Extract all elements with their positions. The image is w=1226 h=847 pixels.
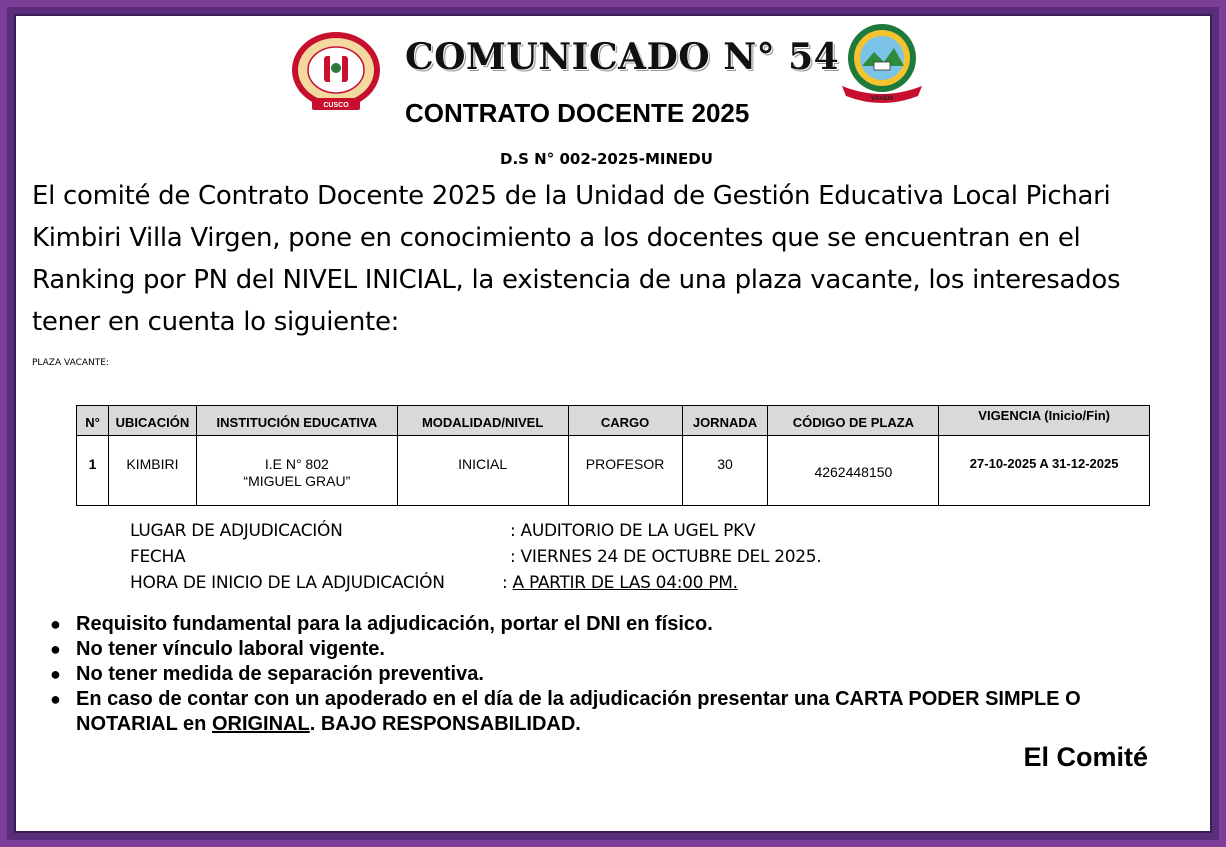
bullet-icon: ● bbox=[50, 664, 61, 684]
cell-institucion bbox=[196, 436, 397, 506]
list-item bbox=[50, 637, 1160, 662]
cell-ubicacion: KIMBIRI bbox=[108, 436, 196, 506]
hora-label: HORA DE INICIO DE LA ADJUDICACIÓN bbox=[130, 573, 445, 593]
requirement-text-part2: . BAJO RESPONSABILIDAD. bbox=[309, 713, 581, 735]
intro-paragraph: El comité de Contrato Docente 2025 de la Unidad de Gestión Educativa Local Pichari Kimbiri Villa Virgen, pone en conocimiento a los docentes que se encuentran en el Ranking por PN del NIVEL INICIAL, la existencia de una plaza vacante, los interesados tener en cuenta lo siguiente: bbox=[32, 181, 1121, 337]
cell-cargo: PROFESOR bbox=[568, 436, 682, 506]
header-institucion: INSTITUCIÓN EDUCATIVA bbox=[196, 406, 397, 436]
header-modalidad: MODALIDAD/NIVEL bbox=[397, 406, 568, 436]
cell-ie-line2: “MIGUEL GRAU” bbox=[243, 473, 351, 489]
cell-modalidad: INICIAL bbox=[397, 436, 568, 506]
gre-cusco-logo bbox=[290, 30, 382, 112]
requirements-list bbox=[50, 612, 1160, 737]
cell-num: 1 bbox=[77, 436, 109, 506]
table-row bbox=[77, 436, 1150, 506]
svg-text:CUSCO: CUSCO bbox=[323, 102, 349, 109]
list-item bbox=[50, 687, 1160, 737]
header-num: N° bbox=[77, 406, 109, 436]
hora-colon: : bbox=[502, 573, 508, 593]
plaza-vacante-label: PLAZA VACANTE: bbox=[32, 358, 109, 368]
cell-jornada: 30 bbox=[682, 436, 768, 506]
lugar-value: : AUDITORIO DE LA UGEL PKV bbox=[510, 521, 756, 541]
header-jornada: JORNADA bbox=[682, 406, 768, 436]
requirement-text-part1: En caso de contar con un apoderado en el día de la adjudicación presentar una CARTA PODER SIMPLE O NOTARIAL en bbox=[76, 688, 1081, 735]
requirement-text: No tener vínculo laboral vigente. bbox=[76, 638, 385, 660]
book-icon bbox=[874, 62, 890, 70]
hora-value-wrap bbox=[502, 570, 738, 596]
fecha-label: FECHA bbox=[130, 547, 186, 567]
requirement-text-underlined: ORIGINAL bbox=[211, 713, 310, 735]
page-title: COMUNICADO N° 54 bbox=[405, 36, 840, 78]
list-item bbox=[50, 612, 1160, 637]
bullet-icon: ● bbox=[50, 614, 61, 634]
vacancy-table bbox=[76, 405, 1150, 506]
ugel-vraem-logo bbox=[838, 22, 926, 104]
header-vigencia: VIGENCIA (Inicio/Fin) bbox=[939, 406, 1150, 436]
cell-vigencia: 27-10-2025 A 31-12-2025 bbox=[939, 436, 1150, 506]
requirement-text: Requisito fundamental para la adjudicación, portar el DNI en físico. bbox=[76, 613, 713, 635]
decree-reference: D.S N° 002-2025-MINEDU bbox=[500, 150, 713, 168]
table-header-row bbox=[77, 406, 1150, 436]
list-item bbox=[50, 662, 1160, 687]
page-subtitle: CONTRATO DOCENTE 2025 bbox=[405, 98, 750, 128]
cell-ie-line1: I.E N° 802 bbox=[264, 456, 329, 472]
bullet-icon: ● bbox=[50, 639, 61, 659]
fecha-value: : VIERNES 24 DE OCTUBRE DEL 2025. bbox=[510, 547, 822, 567]
hora-value: A PARTIR DE LAS 04:00 PM. bbox=[512, 573, 738, 593]
header-codigo: CÓDIGO DE PLAZA bbox=[768, 406, 939, 436]
svg-text:VRAEM: VRAEM bbox=[871, 96, 893, 102]
header-ubicacion: UBICACIÓN bbox=[108, 406, 196, 436]
header-cargo: CARGO bbox=[568, 406, 682, 436]
signature: El Comité bbox=[1023, 742, 1148, 772]
requirement-text: No tener medida de separación preventiva. bbox=[76, 663, 484, 685]
lugar-label: LUGAR DE ADJUDICACIÓN bbox=[130, 521, 343, 541]
bullet-icon: ● bbox=[50, 689, 61, 709]
cell-codigo: 4262448150 bbox=[768, 436, 939, 506]
